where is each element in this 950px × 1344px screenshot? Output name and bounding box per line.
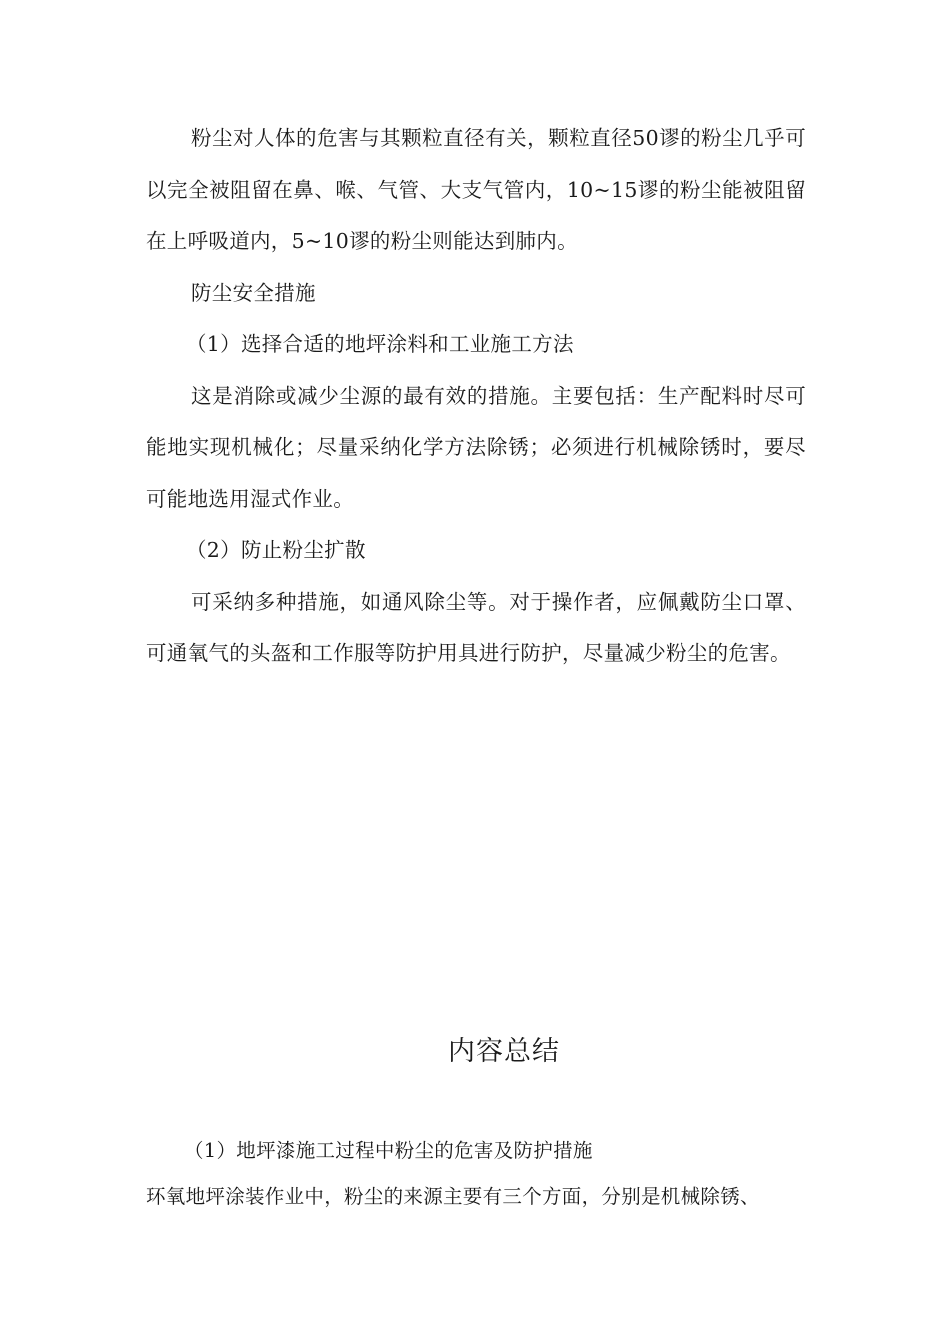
list-item-2-heading: （2）防止粉尘扩散 <box>186 538 366 562</box>
paragraph-measure-2: 可采纳多种措施，如通风除尘等。对于操作者，应佩戴防尘口罩、可通氧气的头盔和工作服等防护用具进行防护，尽量减少粉尘的危害。 <box>146 589 806 665</box>
paragraph-measure-1: 这是消除或减少尘源的最有效的措施。主要包括：生产配料时尽可能地实现机械化；尽量采纳化学方法除锈；必须进行机械除锈时，要尽可能地选用湿式作业。 <box>146 383 806 511</box>
body-text <box>146 113 806 680</box>
summary-text <box>146 1128 806 1220</box>
summary-item-1: （1）地坪漆施工过程中粉尘的危害及防护措施 <box>184 1139 593 1162</box>
heading-dust-safety-measures: 防尘安全措施 <box>191 280 316 305</box>
list-item-1-heading: （1）选择合适的地坪涂料和工业施工方法 <box>186 332 574 356</box>
summary-title: 内容总结 <box>448 1036 560 1067</box>
paragraph-dust-hazard: 粉尘对人体的危害与其颗粒直径有关，颗粒直径50谬的粉尘几乎可以完全被阻留在鼻、喉、气管、大支气管内，10~15谬的粉尘能被阻留在上呼吸道内，5~10谬的粉尘则能达到肺内。 <box>146 126 806 253</box>
summary-paragraph-1: 环氧地坪涂装作业中，粉尘的来源主要有三个方面，分别是机械除锈、 <box>146 1185 760 1208</box>
